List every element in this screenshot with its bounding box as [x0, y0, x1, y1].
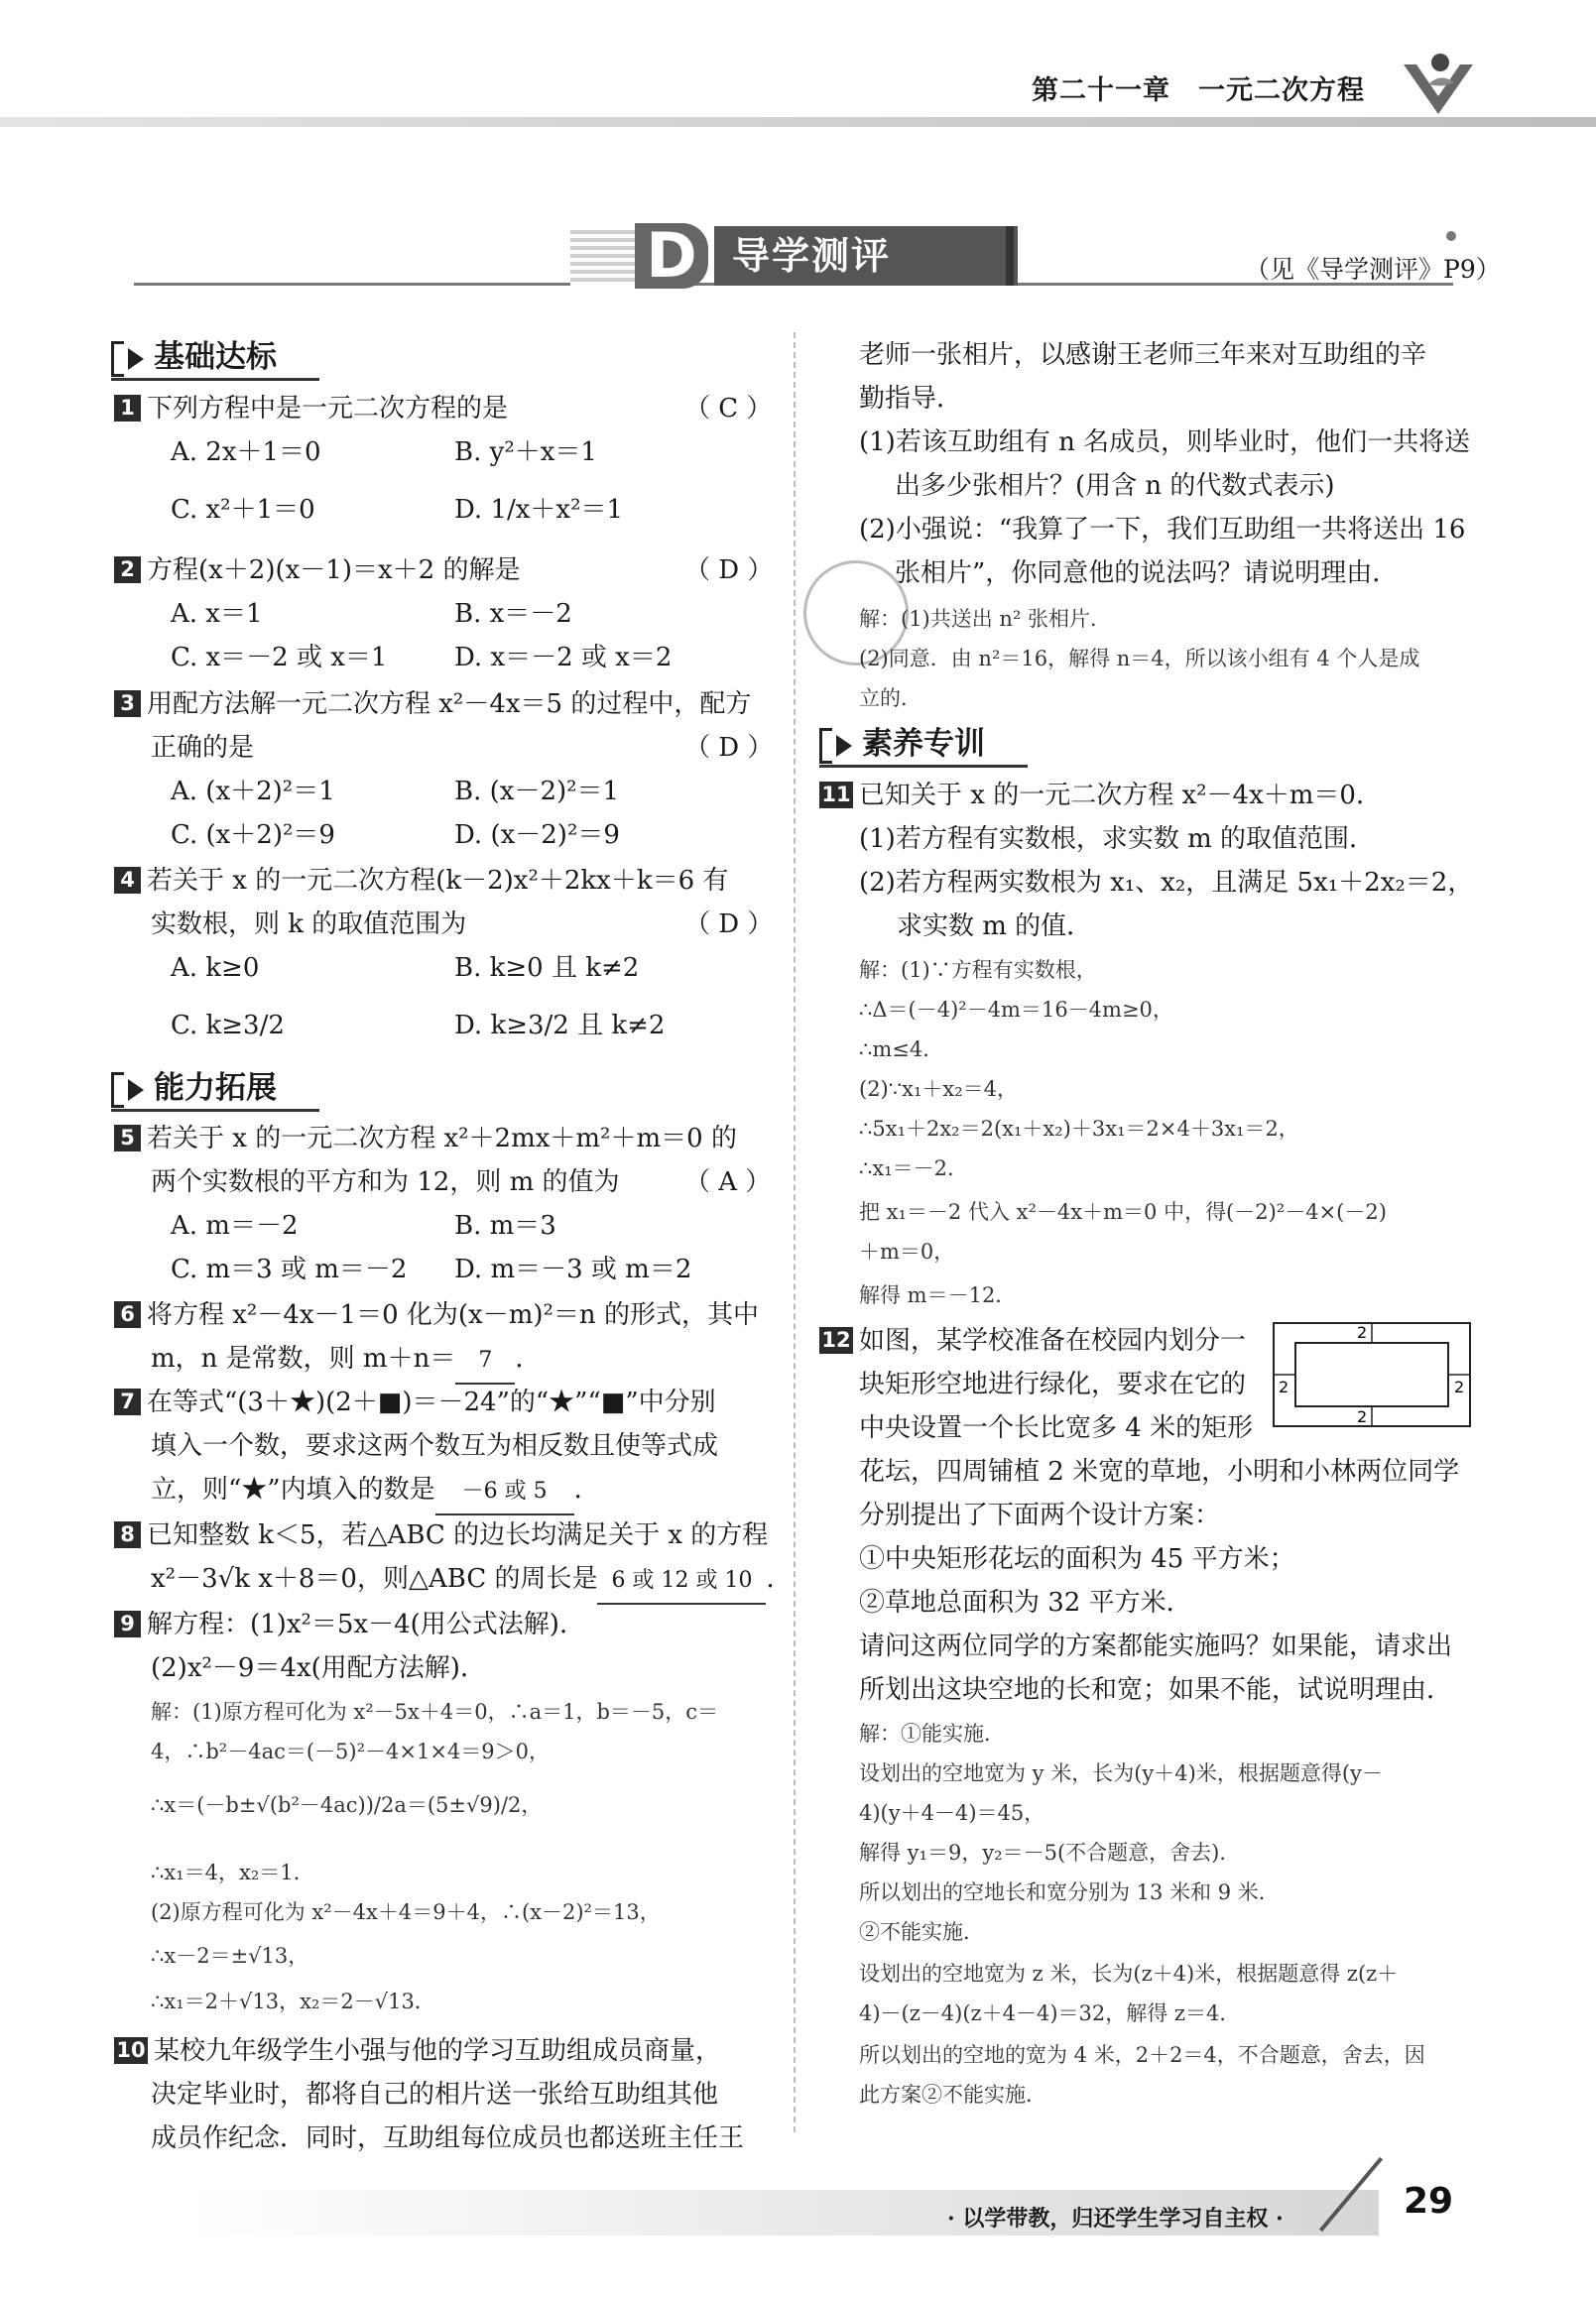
- q12-line-9: 所划出这块空地的长和宽；如果不能，试说明理由．: [859, 1675, 1453, 1705]
- q12-solution-8: 4)－(z－4)(z＋4－4)＝32，解得 z＝4．: [859, 2001, 1241, 2025]
- garden-diagram: [1272, 1321, 1472, 1428]
- dim-top-label: 2: [1357, 1323, 1368, 1342]
- q12-line-6: ①中央矩形花坛的面积为 45 平方米；: [859, 1544, 1295, 1574]
- q10-line-8: (2)小强说：“我算了一下，我们互助组一共将送出 16: [859, 515, 1466, 544]
- q9-solution-6: ∴x－2＝±√13，: [151, 1944, 309, 1968]
- q12-line-3: 中央设置一个长比宽多 4 米的矩形: [859, 1413, 1254, 1443]
- q9-stem: 9 解方程：(1)x²＝5x－4(用公式法解)．: [114, 1603, 585, 1646]
- q5-option-b: B. m＝3: [454, 1211, 556, 1241]
- q11-line-3: (2)若方程两实数根为 x₁、x₂，且满足 5x₁＋2x₂＝2，: [859, 868, 1474, 898]
- page-number: 29: [1403, 2181, 1454, 2222]
- banner-letter: D: [635, 223, 708, 289]
- dim-right-label: 2: [1454, 1378, 1465, 1396]
- arrow-icon: [128, 1079, 144, 1101]
- banner-dot: [1446, 231, 1456, 241]
- q10-line-7: 出多少张相片？(用含 n 的代数式表示): [895, 471, 1335, 501]
- banner-reference: （见《导学测评》P9）: [1245, 255, 1501, 284]
- arrow-icon: [836, 735, 852, 757]
- q12-solution-1: 解：①能实施．: [859, 1722, 1005, 1746]
- reader-logo-icon: [1399, 45, 1478, 124]
- section-ability: 能力拓展: [111, 1066, 277, 1110]
- q9-stem-2: (2)x²－9＝4x(用配方法解)．: [151, 1653, 486, 1683]
- q12-solution-7: 设划出的空地宽为 z 米，长为(z＋4)米，根据题意得 z(z＋: [859, 1962, 1399, 1986]
- q11-solution-3: ∴m≤4．: [859, 1037, 944, 1061]
- q1-stem: 1 下列方程中是一元二次方程的是: [114, 387, 508, 430]
- q11-solution-1: 解：(1)∵方程有实数根，: [859, 958, 1097, 982]
- q5-answer: （ A ）: [684, 1167, 772, 1197]
- q8-stem-2: x²－3√k x＋8＝0，则△ABC 的周长是 6 或 12 或 10 ．: [151, 1557, 793, 1605]
- q12-solution-3: 4)(y＋4－4)＝45，: [859, 1801, 1045, 1825]
- q2-stem: 2 方程(x＋2)(x－1)＝x＋2 的解是: [114, 548, 520, 592]
- q2-answer: （ D ）: [684, 555, 774, 585]
- q9-solution-2: 4，∴b²－4ac＝(－5)²－4×1×4＝9＞0，: [151, 1740, 551, 1763]
- q5-option-c: C. m＝3 或 m＝－2: [171, 1255, 408, 1284]
- q3-option-a: A. (x＋2)²＝1: [171, 777, 335, 806]
- q3-option-b: B. (x－2)²＝1: [454, 777, 620, 806]
- q5-option-d: D. m＝－3 或 m＝2: [454, 1255, 692, 1284]
- dim-bottom-label: 2: [1357, 1407, 1368, 1426]
- q4-option-b: B. k≥0 且 k≠2: [454, 953, 640, 983]
- q12-line-5: 分别提出了下面两个设计方案：: [859, 1501, 1221, 1530]
- q4-stem: 4 若关于 x 的一元二次方程(k－2)x²＋2kx＋k＝6 有: [114, 859, 728, 903]
- q7-stem-2: 填入一个数，要求这两个数互为相反数且使等式成: [151, 1431, 719, 1461]
- q5-stem: 5 若关于 x 的一元二次方程 x²＋2mx＋m²＋m＝0 的: [114, 1117, 737, 1160]
- q3-option-c: C. (x＋2)²＝9: [171, 820, 335, 850]
- q12-line-8: 请问这两位同学的方案都能实施吗？如果能，请求出: [859, 1632, 1453, 1661]
- q7-stem-3: 立，则“★”内填入的数是 －6 或 5 ．: [151, 1468, 600, 1515]
- q5-option-a: A. m＝－2: [171, 1211, 299, 1241]
- q10-line-4: 老师一张相片，以感谢王老师三年来对互助组的辛: [859, 340, 1427, 370]
- banner-title: 导学测评: [714, 226, 1018, 286]
- q9-solution-5: (2)原方程可化为 x²－4x＋4＝9＋4，∴(x－2)²＝13，: [151, 1900, 661, 1924]
- footer-slogan: · 以学带教，归还学生学习自主权 ·: [947, 2206, 1284, 2232]
- q10-line-3: 成员作纪念．同时，互助组每位成员也都送班主任王: [151, 2123, 745, 2153]
- q11-line-4: 求实数 m 的值．: [897, 911, 1093, 941]
- arrow-icon: [128, 348, 144, 370]
- banner-end: [1006, 226, 1014, 286]
- q12-solution-2: 设划出的空地宽为 y 米，长为(y＋4)米，根据题意得(y－: [859, 1761, 1383, 1785]
- q2-option-b: B. x＝－2: [454, 599, 572, 629]
- dim-left-label: 2: [1279, 1378, 1289, 1396]
- q12-line-7: ②草地总面积为 32 平方米．: [859, 1588, 1192, 1618]
- q3-stem: 3 用配方法解一元二次方程 x²－4x＝5 的过程中，配方: [114, 682, 751, 726]
- q4-option-d: D. k≥3/2 且 k≠2: [454, 1011, 666, 1040]
- q11-solution-4: (2)∵x₁＋x₂＝4，: [859, 1077, 1018, 1101]
- q6-stem: 6 将方程 x²－4x－1＝0 化为(x－m)²＝n 的形式，其中: [114, 1293, 759, 1337]
- q2-option-c: C. x＝－2 或 x＝1: [171, 643, 388, 672]
- q1-option-c: C. x²＋1＝0: [171, 495, 315, 525]
- q11-solution-5: ∴5x₁＋2x₂＝2(x₁＋x₂)＋3x₁＝2×4＋3x₁＝2，: [859, 1117, 1299, 1141]
- q11-stem: 11 已知关于 x 的一元二次方程 x²－4x＋m＝0．: [819, 774, 1382, 817]
- q11-solution-7: 把 x₁＝－2 代入 x²－4x＋m＝0 中，得(－2)²－4×(－2): [859, 1200, 1387, 1224]
- q9-solution-1: 解：(1)原方程可化为 x²－5x＋4＝0，∴a＝1，b＝－5，c＝: [151, 1700, 719, 1724]
- q1-option-d: D. 1/x＋x²＝1: [454, 495, 624, 525]
- q10-line-9: 张相片”，你同意他的说法吗？请说明理由．: [895, 558, 1399, 588]
- q7-stem: 7 在等式“(3＋★)(2＋■)＝－24”的“★”“■”中分别: [114, 1381, 716, 1424]
- q7-blank: －6 或 5: [435, 1470, 574, 1515]
- q9-solution-3: ∴x＝(－b±√(b²－4ac))/2a＝(5±√9)/2，: [151, 1793, 543, 1817]
- q12-line-4: 花坛，四周铺植 2 米宽的草地，小明和小林两位同学: [859, 1457, 1460, 1487]
- q8-stem: 8 已知整数 k＜5，若△ABC 的边长均满足关于 x 的方程: [114, 1513, 768, 1557]
- q10-stem: 10 某校九年级学生小强与他的学习互助组成员商量，: [114, 2029, 721, 2073]
- inner-flowerbed: [1295, 1343, 1448, 1406]
- q5-stem-2: 两个实数根的平方和为 12，则 m 的值为: [151, 1167, 620, 1197]
- q12-solution-6: ②不能实施．: [859, 1920, 984, 1944]
- q6-stem-2: m，n 是常数，则 m＋n＝ 7 ．: [151, 1337, 541, 1385]
- q10-solution-1: 解：(1)共送出 n² 张相片．: [859, 607, 1112, 631]
- chapter-title: 第二十一章 一元二次方程: [1032, 75, 1365, 106]
- q12-solution-9: 所以划出的空地的宽为 4 米，2＋2＝4，不合题意，舍去，因: [859, 2043, 1425, 2067]
- q1-answer: （ C ）: [684, 394, 773, 424]
- column-divider: [794, 332, 796, 2132]
- q12-stem: 12 如图，某学校准备在校园内划分一: [819, 1319, 1246, 1363]
- q3-option-d: D. (x－2)²＝9: [454, 820, 620, 850]
- q9-solution-7: ∴x₁＝2＋√13，x₂＝2－√13．: [151, 1990, 435, 2013]
- q1-option-a: A. 2x＋1＝0: [171, 437, 321, 467]
- section-basic: 基础达标: [111, 335, 277, 379]
- q4-stem-2: 实数根，则 k 的取值范围为: [151, 909, 467, 939]
- q1-option-b: B. y²＋x＝1: [454, 437, 597, 467]
- q8-blank: 6 或 12 或 10: [597, 1559, 766, 1605]
- q10-solution-3: 立的．: [859, 686, 921, 710]
- section-quality: 素养专训: [819, 722, 985, 766]
- q10-line-2: 决定毕业时，都将自己的相片送一张给互助组其他: [151, 2080, 719, 2110]
- q10-line-5: 勤指导．: [859, 384, 963, 414]
- q12-solution-4: 解得 y₁＝9，y₂＝－5(不合题意，舍去)．: [859, 1841, 1241, 1865]
- q9-solution-4: ∴x₁＝4，x₂＝1．: [151, 1861, 314, 1884]
- q12-line-2: 块矩形空地进行绿化，要求在它的: [859, 1370, 1247, 1399]
- q10-solution-2: (2)同意．由 n²＝16，解得 n＝4，所以该小组有 4 个人是成: [859, 647, 1420, 670]
- q4-answer: （ D ）: [684, 909, 774, 939]
- q11-solution-9: 解得 m＝－12．: [859, 1283, 1017, 1307]
- q11-solution-2: ∴Δ＝(－4)²－4m＝16－4m≥0，: [859, 998, 1173, 1022]
- q4-option-c: C. k≥3/2: [171, 1011, 285, 1040]
- q2-option-d: D. x＝－2 或 x＝2: [454, 643, 673, 672]
- header-bar: [0, 117, 1596, 127]
- q11-solution-6: ∴x₁＝－2．: [859, 1156, 968, 1180]
- q10-line-6: (1)若该互助组有 n 名成员，则毕业时，他们一共将送: [859, 427, 1471, 457]
- q3-stem-2: 正确的是: [151, 733, 255, 763]
- q6-blank: 7: [455, 1339, 515, 1385]
- q12-solution-10: 此方案②不能实施．: [859, 2083, 1046, 2107]
- q11-solution-8: ＋m＝0，: [859, 1240, 955, 1264]
- q12-solution-5: 所以划出的空地长和宽分别为 13 米和 9 米．: [859, 1880, 1280, 1904]
- q2-option-a: A. x＝1: [171, 599, 263, 629]
- q4-option-a: A. k≥0: [171, 953, 260, 983]
- q11-line-2: (1)若方程有实数根，求实数 m 的取值范围．: [859, 824, 1376, 854]
- q3-answer: （ D ）: [684, 733, 774, 763]
